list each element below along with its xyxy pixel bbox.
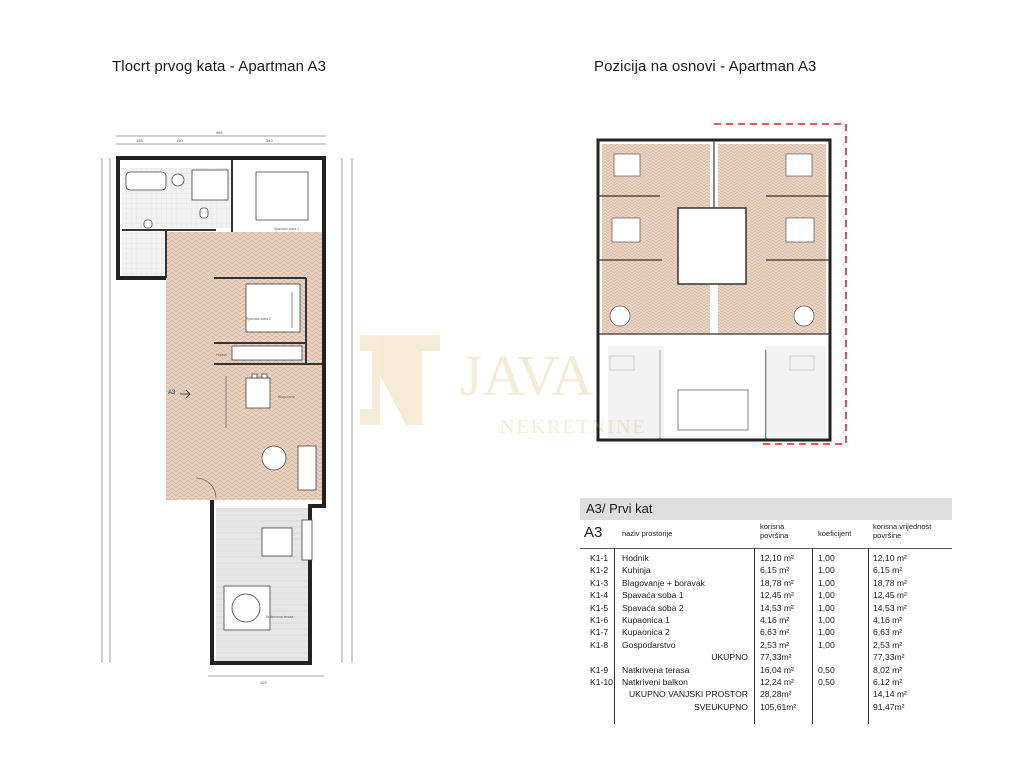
row-code: K1-4 (590, 590, 609, 601)
row-coef: 1,00 (818, 627, 835, 638)
row-name: Spavaća soba 2 (622, 602, 684, 613)
outdoor-total-row (580, 688, 952, 700)
area-table (580, 498, 952, 713)
subtotal-area: 77,33m² (760, 652, 792, 663)
svg-text:425: 425 (260, 680, 267, 684)
col-name-header: naziv prostorije (622, 529, 673, 538)
row-area: 12,24 m² (760, 676, 794, 687)
row-net: 4,16 m² (873, 614, 903, 625)
row-code: K1-9 (590, 664, 609, 675)
row-name: Spavaća soba 1 (622, 590, 684, 601)
row-code: K1-8 (590, 639, 609, 650)
col-area-header: korisna površina (760, 522, 789, 540)
svg-text:340: 340 (266, 138, 273, 143)
row-net: 6,63 m² (873, 627, 903, 638)
row-name: Kupaonica 2 (622, 627, 670, 638)
row-coef: 1,00 (818, 553, 835, 563)
table-row (580, 577, 952, 589)
table-row (580, 676, 952, 688)
row-name: Gospodarstvo (622, 639, 676, 650)
right-plan-title: Pozicija na osnovi - Apartman A3 (594, 58, 817, 75)
subtotal-net: 77,33m² (873, 652, 905, 663)
col-coef-header: koeficijent (818, 529, 852, 538)
row-net: 6,12 m² (873, 676, 903, 687)
table-row (580, 626, 952, 638)
col-net-header: korisna vrijednost površine (873, 522, 932, 540)
row-net: 18,78 m² (873, 577, 907, 588)
row-name: Kuhinja (622, 565, 651, 576)
table-row (580, 589, 952, 601)
row-name: Kupaonica 1 (622, 614, 670, 625)
row-coef: 1,00 (818, 565, 835, 576)
row-area: 18,78 m² (760, 577, 794, 588)
row-coef: 1,00 (818, 614, 835, 625)
table-row (580, 552, 952, 564)
row-area: 4,16 m² (760, 614, 790, 625)
left-plan-title: Tlocrt prvog kata - Apartman A3 (112, 58, 327, 75)
row-net: 12,10 m² (873, 553, 907, 563)
row-area: 14,53 m² (760, 602, 794, 613)
subtotal-row (580, 651, 952, 663)
row-net: 2,53 m² (873, 639, 903, 650)
watermark-sub: NEKRETNINE (500, 416, 647, 438)
building-floor-plan (590, 120, 850, 450)
row-name: Hodnik (622, 553, 649, 563)
grand-total-net: 91,47m² (873, 701, 905, 712)
row-area: 16,04 m² (760, 664, 794, 675)
row-net: 6,15 m² (873, 565, 903, 576)
row-coef: 1,00 (818, 577, 835, 588)
floor-plan-apartment-a3 (96, 128, 366, 684)
row-net: 12,45 m² (873, 590, 907, 601)
row-code: K1-3 (590, 577, 609, 588)
table-row (580, 664, 952, 676)
table-header: A3/ Prvi kat (580, 498, 952, 520)
outdoor-total-label: UKUPNO VANJSKI PROSTOR (628, 689, 748, 700)
row-area: 12,10 m² (760, 553, 794, 563)
grand-total-label: SVEUKUPNO (694, 701, 748, 712)
svg-text:985: 985 (216, 130, 223, 135)
svg-text:Blagovanje: Blagovanje (278, 395, 296, 399)
row-net: 8,02 m² (873, 664, 903, 675)
watermark-brand: JAVA (460, 343, 594, 408)
row-coef: 1,00 (818, 602, 835, 613)
table-row (580, 614, 952, 626)
grand-total-row (580, 701, 952, 713)
entrance-label: A3 (168, 390, 176, 396)
row-area: 6,63 m² (760, 627, 790, 638)
table-row (580, 639, 952, 651)
svg-text:Hodnik: Hodnik (216, 353, 227, 357)
row-coef: 1,00 (818, 639, 835, 650)
table-apartment-code: A3 (584, 524, 603, 541)
row-code: K1-7 (590, 627, 609, 638)
subtotal-label: UKUPNO (711, 652, 748, 663)
grand-total-area: 105,61m² (760, 701, 797, 712)
table-subheader (580, 520, 952, 548)
svg-text:Spavaća soba 2: Spavaća soba 2 (246, 317, 272, 321)
row-code: K1-1 (590, 553, 609, 563)
row-area: 6,15 m² (760, 565, 790, 576)
svg-text:150: 150 (176, 138, 183, 143)
svg-text:155: 155 (136, 138, 143, 143)
row-area: 2,53 m² (760, 639, 790, 650)
row-coef: 1,00 (818, 590, 835, 601)
svg-text:Spavaća soba 1: Spavaća soba 1 (274, 227, 300, 231)
row-code: K1-6 (590, 614, 609, 625)
row-name: Blagovanje + boravak (622, 577, 705, 588)
row-coef: 0,50 (818, 664, 835, 675)
row-code: K1-5 (590, 602, 609, 613)
row-code: K1-2 (590, 565, 609, 576)
row-name: Natkriveni balkon (622, 676, 688, 687)
outdoor-total-area: 28,28m² (760, 689, 792, 700)
row-area: 12,45 m² (760, 590, 794, 601)
row-name: Natkrivena terasa (622, 664, 690, 675)
table-body (580, 552, 952, 713)
outdoor-total-net: 14,14 m² (873, 689, 907, 700)
svg-text:Natkrivena terasa: Natkrivena terasa (266, 615, 294, 619)
row-code: K1-10 (590, 676, 613, 687)
row-net: 14,53 m² (873, 602, 907, 613)
table-row (580, 602, 952, 614)
table-row (580, 564, 952, 576)
row-coef: 0,50 (818, 676, 835, 687)
